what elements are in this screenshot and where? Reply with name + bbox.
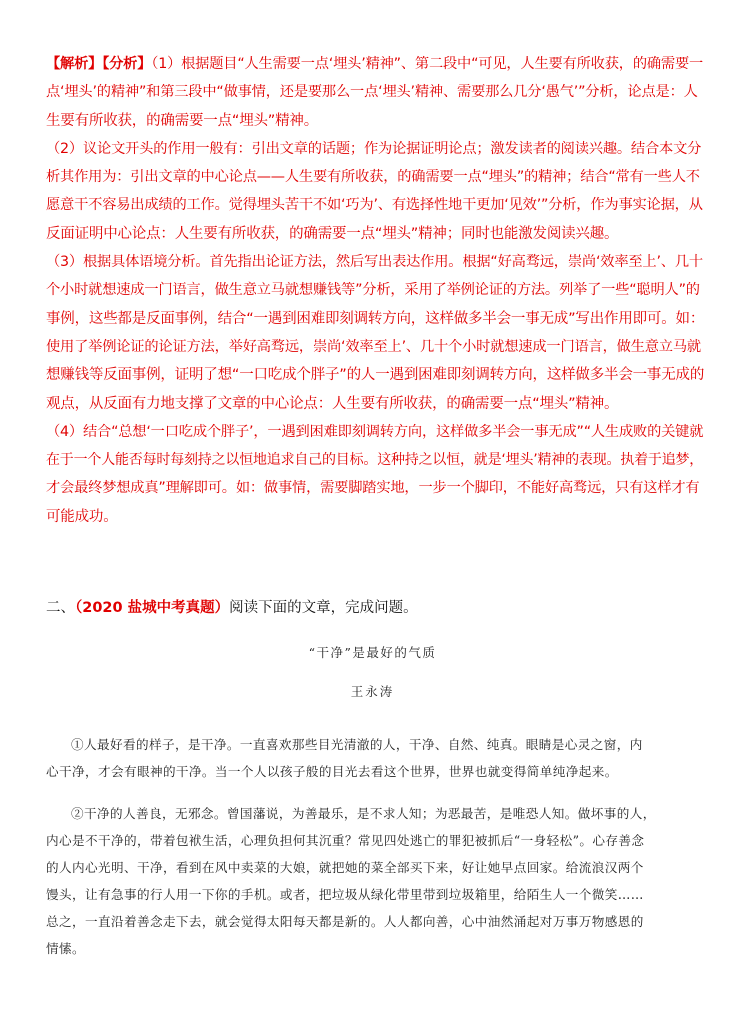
fenxi-label: 【分析】: [102, 56, 152, 72]
analysis-line: 生要有所收获，的确需要一点“埋头”精神。: [46, 112, 319, 129]
paragraph-line: 的人内心光明、干净，看到在风中卖菜的大娘，就把她的菜全部买下来，好让她早点回家。给流浪汉两个: [46, 860, 644, 875]
analysis-line: 析其作用为：引出文章的中心论点——人生要有所收获，的确需要一点“埋头”的精神；结合“常有一些人不: [46, 169, 700, 186]
analysis-line: （4）结合“总想‘一口吃成个胖子’，一遇到困难即刻调转方向，这样做多半会一事无成”“人生成败的关键就: [46, 423, 704, 440]
analysis-line: 事例，这些都是反面事例，结合“一遇到困难即刻调转方向，这样做多半会一事无成”写出作用即可。如：: [46, 310, 705, 327]
analysis-line: （3）根据具体语境分析。首先指出论证方法，然后写出表达作用。根据“好高骛远，崇尚‘效率至上’、几十: [46, 254, 703, 271]
analysis-line: 个小时就想速成一门语言，做生意立马就想赚钱等”分析，采用了举例论证的方法。列举了一些“聪明人”的: [46, 282, 700, 299]
article-paragraph-2: [46, 800, 706, 962]
article-paragraph-1: [46, 731, 706, 785]
analysis-line: 在于一个人能否每时每刻持之以恒地追求自己的目标。这种持之以恒，就是‘埋头’精神的表现。执着于追梦，: [46, 452, 704, 469]
question-heading: [46, 596, 706, 617]
question-number: 二、: [46, 600, 75, 616]
article-author: 王永涛: [350, 684, 395, 699]
paragraph-line: 馒头，让有急事的行人用一下你的手机。或者，把垃圾从绿化带里带到垃圾箱里，给陌生人一个微笑……: [46, 887, 644, 902]
analysis-label: 【解析】: [46, 56, 103, 72]
analysis-line: （2）议论文开头的作用一般有：引出文章的话题；作为论据证明论点；激发读者的阅读兴趣。结合本文分: [46, 140, 702, 157]
analysis-line: 【解析】【分析】（1）根据题目“人生需要一点‘埋头’精神”、第二段中“可见，人生要有所收获，的确需要一: [46, 56, 704, 72]
analysis-line: 点‘埋头’的精神”和第三段中“做事情，还是要那么一点‘埋头’精神、需要那么几分‘愚气’”分析，论点是：人: [46, 84, 698, 101]
analysis-line: 可能成功。: [46, 508, 118, 525]
paragraph-line: 内心是不干净的，带着包袱生活，心理负担何其沉重？常见四处逃亡的罪犯被抓后“一身轻松”。心存善念: [46, 833, 645, 848]
analysis-line: 使用了举例论证的论证方法，举好高骛远，崇尚‘效率至上’、几十个小时就想速成一门语言，做生意立马就: [46, 338, 701, 355]
paragraph-line: ①人最好看的样子，是干净。一直喜欢那些目光清澈的人，干净、自然、纯真。眼睛是心灵之窗，内: [71, 737, 643, 752]
analysis-line: 观点，从反面有力地支撑了文章的中心论点：人生要有所收获，的确需要一点“埋头”精神。: [46, 395, 619, 412]
paragraph-line: 总之，一直沿着善念走下去，就会觉得太阳每天都是新的。人人都向善，心中油然涌起对万事万物感恩的: [46, 914, 644, 929]
question-source: （2020 盐城中考真题）: [75, 600, 230, 616]
paragraph-line: 情愫。: [46, 941, 85, 956]
analysis-line: 想赚钱等反面事例，证明了想“一口吃成个胖子”的人一遇到困难即刻调转方向，这样做多半会一事无成的: [46, 367, 705, 384]
analysis-line: 愿意干不容易出成绩的工作。觉得埋头苦干不如‘巧为’、有选择性地干更加‘见效’”分析，作为事实论据，从: [46, 197, 703, 214]
analysis-line: 反面证明中心论点：人生要有所收获，的确需要一点“埋头”精神；同时也能激发阅读兴趣。: [46, 225, 619, 242]
question-text: 阅读下面的文章，完成问题。: [229, 600, 418, 616]
paragraph-line: 心干净，才会有眼神的干净。当一个人以孩子般的目光去看这个世界，世界也就变得简单纯净起来。: [46, 764, 618, 779]
analysis-line: 才会最终梦想成真”理解即可。如：做事情，需要脚踏实地，一步一个脚印，不能好高骛远，只有这样才有: [46, 480, 700, 497]
paragraph-line: ②干净的人善良，无邪念。曾国藩说，为善最乐，是不求人知；为恶最苦，是唯恐人知。做坏事的人，: [71, 806, 656, 821]
article-title: “干净”是最好的气质: [308, 645, 437, 660]
analysis-block: [46, 50, 706, 531]
